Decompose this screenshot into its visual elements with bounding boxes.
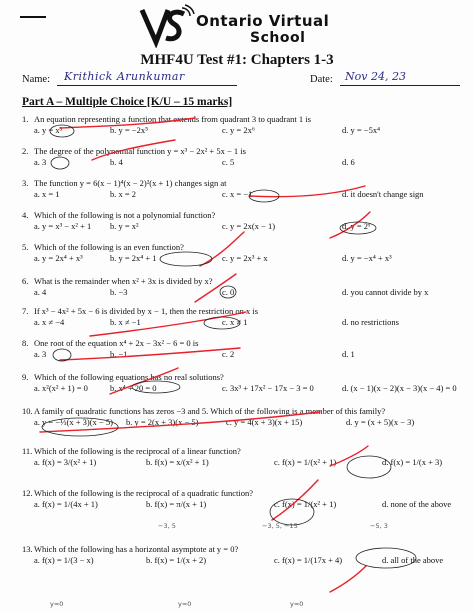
answer-option[interactable]: c. f(x) = 1/(17x + 4)	[274, 555, 343, 565]
answer-option[interactable]: b. f(x) = x/(x² + 1)	[146, 457, 209, 467]
student-name: Krithick Arunkumar	[64, 70, 185, 83]
date-value: Nov 24, 23	[345, 70, 406, 83]
answer-option[interactable]: d. none of the above	[382, 499, 452, 509]
check-mark-q8	[60, 348, 240, 360]
answer-option[interactable]: d. all of the above	[382, 555, 444, 565]
margin-note-q10b: −3, 5	[158, 522, 176, 530]
question-header	[22, 114, 311, 124]
question-stem: A family of quadratic functions has zeros −3 and 5. Which of the following is a member of this family?	[34, 406, 386, 416]
question-number: 3.	[22, 178, 29, 188]
answer-option[interactable]: c. x ≠ 1	[222, 317, 248, 327]
question-header	[22, 306, 258, 316]
question-stem: Which of the following is the reciprocal of a linear function?	[34, 446, 241, 456]
question-stem: If x³ − 4x² + 5x − 6 is divided by x − 1, then the restriction on x is	[34, 306, 258, 316]
question-number: 10.	[22, 406, 33, 416]
question-number: 12.	[22, 488, 33, 498]
name-underline	[57, 85, 237, 86]
answer-option[interactable]: a. y = −⅓(x + 3)(x − 5)	[34, 417, 113, 427]
answer-option[interactable]: d. you cannot divide by x	[342, 287, 429, 297]
answer-option[interactable]: b. y = −2x⁵	[110, 125, 149, 135]
question-header	[22, 544, 238, 554]
answer-option[interactable]: b. y = 2x⁴ + 1	[110, 253, 157, 263]
question-number: 7.	[22, 306, 29, 316]
answer-option[interactable]: c. 0	[222, 287, 235, 297]
question-header	[22, 446, 241, 456]
question-number: 6.	[22, 276, 29, 286]
question-stem: Which of the following is the reciprocal of a quadratic function?	[34, 488, 254, 498]
answer-option[interactable]: a. y = 2x⁴ + x³	[34, 253, 83, 263]
question-header	[22, 276, 212, 286]
question-stem: Which of the following has a horizontal asymptote at y = 0?	[34, 544, 239, 554]
answer-option[interactable]: b. −1	[110, 349, 128, 359]
answer-option[interactable]: d. y = −5x⁴	[342, 125, 381, 135]
question-header	[22, 146, 246, 156]
question-header	[22, 406, 385, 416]
answer-option[interactable]: c. y = 2x⁶	[222, 125, 255, 135]
answer-option[interactable]: b. x ≠ −1	[110, 317, 141, 327]
margin-note-q13c: y=0	[290, 600, 304, 608]
answer-option[interactable]: a. 3	[34, 349, 47, 359]
answer-option[interactable]: b. 4	[110, 157, 123, 167]
question-number: 13.	[22, 544, 33, 554]
date-label: Date:	[310, 74, 333, 85]
question-number: 5.	[22, 242, 29, 252]
answer-option[interactable]: a. 3	[34, 157, 47, 167]
answer-option[interactable]: a. y = x³ − x² + 1	[34, 221, 92, 231]
answer-option[interactable]: a. f(x) = 3/(x² + 1)	[34, 457, 97, 467]
question-stem: An equation representing a function that extends from quadrant 3 to quadrant 1 is	[34, 114, 311, 124]
question-header	[22, 338, 198, 348]
answer-option[interactable]: d. y = 2ˣ	[342, 221, 371, 231]
answer-option[interactable]: c. y = 2x(x − 1)	[222, 221, 276, 231]
question-stem: What is the remainder when x² + 3x is divided by x?	[34, 276, 213, 286]
test-title: MHF4U Test #1: Chapters 1-3	[140, 52, 334, 68]
answer-option[interactable]: c. y = 4(x + 3)(x + 15)	[226, 417, 303, 427]
answer-option[interactable]: c. f(x) = 1/(x² + 1)	[274, 499, 337, 509]
answer-option[interactable]: d. f(x) = 1/(x + 3)	[382, 457, 443, 467]
answer-option[interactable]: c. y = 2x³ + x	[222, 253, 268, 263]
margin-note-q13b: y=0	[178, 600, 192, 608]
answer-option[interactable]: a. 4	[34, 287, 47, 297]
answer-option[interactable]: d. (x − 1)(x − 2)(x − 3)(x − 4) = 0	[342, 383, 457, 393]
question-header	[22, 178, 227, 188]
question-number: 8.	[22, 338, 29, 348]
answer-option[interactable]: a. x ≠ −4	[34, 317, 65, 327]
answer-option[interactable]: b. x⁴ + 20 = 0	[110, 383, 157, 393]
answer-option[interactable]: a. x = 1	[34, 189, 60, 199]
answer-option[interactable]: a. x²(x² + 1) = 0	[34, 383, 88, 393]
question-number: 4.	[22, 210, 29, 220]
question-header	[22, 242, 184, 252]
answer-option[interactable]: b. x = 2	[110, 189, 137, 199]
answer-option[interactable]: a. y = x³	[34, 125, 63, 135]
part-a-heading: Part A – Multiple Choice [K/U – 15 marks]	[22, 96, 233, 108]
school-name-line2: School	[250, 30, 306, 46]
corner-mark	[20, 16, 46, 18]
school-name-line1: Ontario Virtual	[196, 12, 330, 30]
question-number: 1.	[22, 114, 29, 124]
check-mark-q13	[330, 566, 366, 592]
answer-option[interactable]: d. y = (x + 5)(x − 3)	[346, 417, 415, 427]
question-stem: One root of the equation x⁴ + 2x − 3x² − 6 = 0 is	[34, 338, 199, 348]
ovs-logo-icon	[138, 4, 198, 48]
answer-option[interactable]: b. −3	[110, 287, 128, 297]
school-logo	[138, 4, 378, 48]
margin-note-q10c: −3, 5, −15	[262, 522, 298, 530]
date-underline	[340, 85, 460, 86]
answer-option[interactable]: a. f(x) = 1/(3 − x)	[34, 555, 94, 565]
answer-option[interactable]: d. y = −x⁴ + x³	[342, 253, 392, 263]
answer-option[interactable]: d. 6	[342, 157, 355, 167]
question-number: 2.	[22, 146, 29, 156]
question-stem: Which of the following is an even function?	[34, 242, 184, 252]
margin-note-q13a: y=0	[50, 600, 64, 608]
question-stem: Which of the following equations has no real solutions?	[34, 372, 224, 382]
answer-option[interactable]: c. f(x) = 1/(x² + 1)	[274, 457, 337, 467]
margin-note-q10d: −5, 3	[370, 522, 388, 530]
answer-option[interactable]: c. 2	[222, 349, 235, 359]
answer-option[interactable]: c. x = −1	[222, 189, 253, 199]
answer-option[interactable]: d. no restrictions	[342, 317, 399, 327]
answer-option[interactable]: b. f(x) = 1/(x + 2)	[146, 555, 207, 565]
question-header	[22, 488, 253, 498]
answer-option[interactable]: b. f(x) = π/(x + 1)	[146, 499, 207, 509]
answer-option[interactable]: d. it doesn't change sign	[342, 189, 424, 199]
question-header	[22, 210, 215, 220]
question-number: 9.	[22, 372, 29, 382]
answer-option[interactable]: a. f(x) = 1/(4x + 1)	[34, 499, 98, 509]
answer-option[interactable]: b. y = x²	[110, 221, 139, 231]
question-number: 11.	[22, 446, 33, 456]
answer-option[interactable]: c. 3x³ + 17x² − 17x − 3 = 0	[222, 383, 314, 393]
question-header	[22, 372, 224, 382]
question-stem: The degree of the polynomial function y = x³ − 2x² + 5x − 1 is	[34, 146, 246, 156]
answer-option[interactable]: c. 5	[222, 157, 235, 167]
question-stem: Which of the following is not a polynomial function?	[34, 210, 216, 220]
answer-option[interactable]: b. y = 2(x + 3)(x − 5)	[126, 417, 199, 427]
question-stem: The function y = 6(x − 1)⁴(x − 2)²(x + 1) changes sign at	[34, 178, 227, 188]
name-label: Name:	[22, 74, 50, 85]
answer-option[interactable]: d. 1	[342, 349, 355, 359]
